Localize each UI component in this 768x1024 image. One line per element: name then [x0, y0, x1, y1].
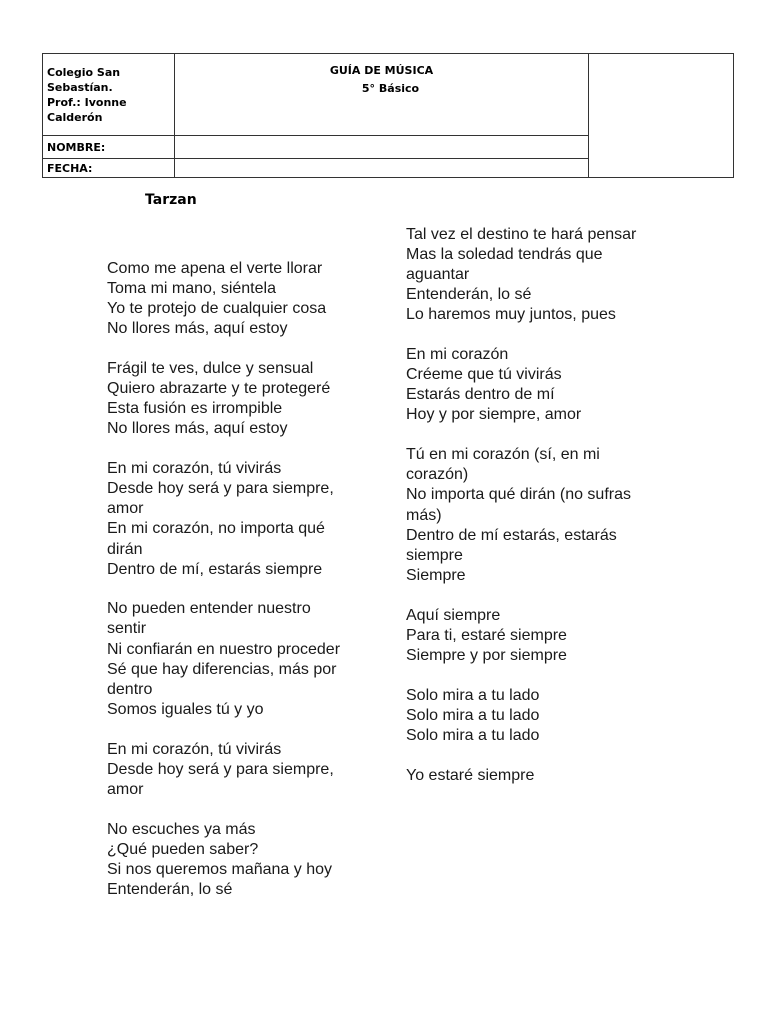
lyric-line: Créeme que tú vivirás — [406, 366, 562, 384]
lyrics-stanza — [406, 225, 668, 325]
lyric-line: No llores más, aquí estoy — [107, 320, 288, 338]
lyric-line: Somos iguales tú y yo — [107, 700, 264, 718]
lyric-line: más) — [406, 506, 442, 524]
lyric-line: En mi corazón, tú vivirás — [107, 740, 282, 758]
school-name: Colegio San Sebastían. — [47, 65, 121, 94]
lyrics-stanza — [107, 259, 367, 339]
lyric-line: ¿Qué pueden saber? — [107, 840, 259, 858]
lyric-line: corazón) — [406, 466, 469, 484]
lyric-line: Yo te protejo de cualquier cosa — [107, 300, 327, 318]
lyric-line: Dentro de mí, estarás siempre — [107, 560, 323, 578]
lyric-line: Sé que hay diferencias, más por — [107, 660, 337, 678]
lyrics-stanza — [406, 606, 668, 666]
lyric-line: En mi corazón — [406, 346, 509, 364]
lyric-line: No llores más, aquí estoy — [107, 420, 288, 438]
lyric-line: Aquí siempre — [406, 606, 501, 624]
lyric-line: Siempre — [406, 566, 466, 584]
lyrics-stanza — [406, 445, 668, 586]
lyric-line: Solo mira a tu lado — [406, 686, 540, 704]
lyric-line: Toma mi mano, siéntela — [107, 280, 276, 298]
lyric-line: Desde hoy será y para siempre, — [107, 480, 334, 498]
date-field[interactable] — [175, 159, 589, 178]
lyric-line: Mas la soledad tendrás que — [406, 246, 603, 264]
lyric-line: Estarás dentro de mí — [406, 386, 555, 404]
lyric-line: Frágil te ves, dulce y sensual — [107, 360, 314, 378]
date-label: FECHA: — [43, 159, 175, 178]
lyric-line: aguantar — [406, 266, 470, 284]
lyric-line: Esta fusión es irrompible — [107, 400, 283, 418]
lyric-line: siempre — [406, 546, 463, 564]
lyric-line: Yo estaré siempre — [406, 766, 535, 784]
lyric-line: En mi corazón, no importa qué — [107, 520, 325, 538]
lyric-line: Hoy y por siempre, amor — [406, 406, 582, 424]
lyric-line: No escuches ya más — [107, 820, 256, 838]
teacher-name: Prof.: Ivonne Calderón — [47, 95, 127, 124]
lyrics-stanza — [107, 459, 367, 580]
lyric-line: Si nos queremos mañana y hoy — [107, 860, 333, 878]
lyric-line: Ni confiarán en nuestro proceder — [107, 640, 341, 658]
lyric-line: No importa qué dirán (no sufras — [406, 486, 631, 504]
lyric-line: Como me apena el verte llorar — [107, 260, 323, 277]
lyrics-stanza — [406, 686, 668, 746]
lyric-line: Lo haremos muy juntos, pues — [406, 306, 616, 324]
lyrics-stanza — [107, 599, 367, 720]
lyrics-stanza — [107, 820, 367, 900]
lyric-line: dentro — [107, 680, 153, 698]
lyrics-stanza — [107, 740, 367, 800]
lyrics-left-column — [107, 259, 367, 920]
logo-cell — [589, 54, 734, 178]
song-title: Tarzan — [145, 192, 197, 208]
lyric-line: Siempre y por siempre — [406, 646, 567, 664]
lyric-line: En mi corazón, tú vivirás — [107, 460, 282, 478]
lyric-line: Entenderán, lo sé — [107, 880, 233, 898]
name-label: NOMBRE: — [43, 136, 175, 159]
lyric-line: sentir — [107, 620, 147, 638]
lyric-line: Dentro de mí estarás, estarás — [406, 526, 617, 544]
lyric-line: Desde hoy será y para siempre, — [107, 760, 334, 778]
grade-label: 5° Básico — [361, 81, 420, 95]
lyric-line: Tú en mi corazón (sí, en mi — [406, 446, 600, 464]
lyric-line: Entenderán, lo sé — [406, 286, 532, 304]
lyrics-right-column — [406, 225, 668, 805]
header-table — [42, 53, 734, 178]
guide-title-cell — [175, 54, 589, 136]
lyrics-stanza — [406, 766, 668, 786]
school-info-cell — [43, 54, 175, 136]
name-field[interactable] — [175, 136, 589, 159]
lyric-line: Quiero abrazarte y te protegeré — [107, 380, 331, 398]
lyric-line: amor — [107, 780, 144, 798]
lyric-line: Para ti, estaré siempre — [406, 626, 567, 644]
lyric-line: amor — [107, 500, 144, 518]
guide-title: GUÍA DE MÚSICA — [329, 63, 434, 77]
lyrics-stanza — [107, 359, 367, 439]
lyrics-stanza — [406, 345, 668, 425]
lyric-line: Solo mira a tu lado — [406, 726, 540, 744]
lyric-line: No pueden entender nuestro — [107, 600, 311, 618]
lyric-line: Tal vez el destino te hará pensar — [406, 226, 637, 243]
lyric-line: dirán — [107, 540, 143, 558]
lyric-line: Solo mira a tu lado — [406, 706, 540, 724]
